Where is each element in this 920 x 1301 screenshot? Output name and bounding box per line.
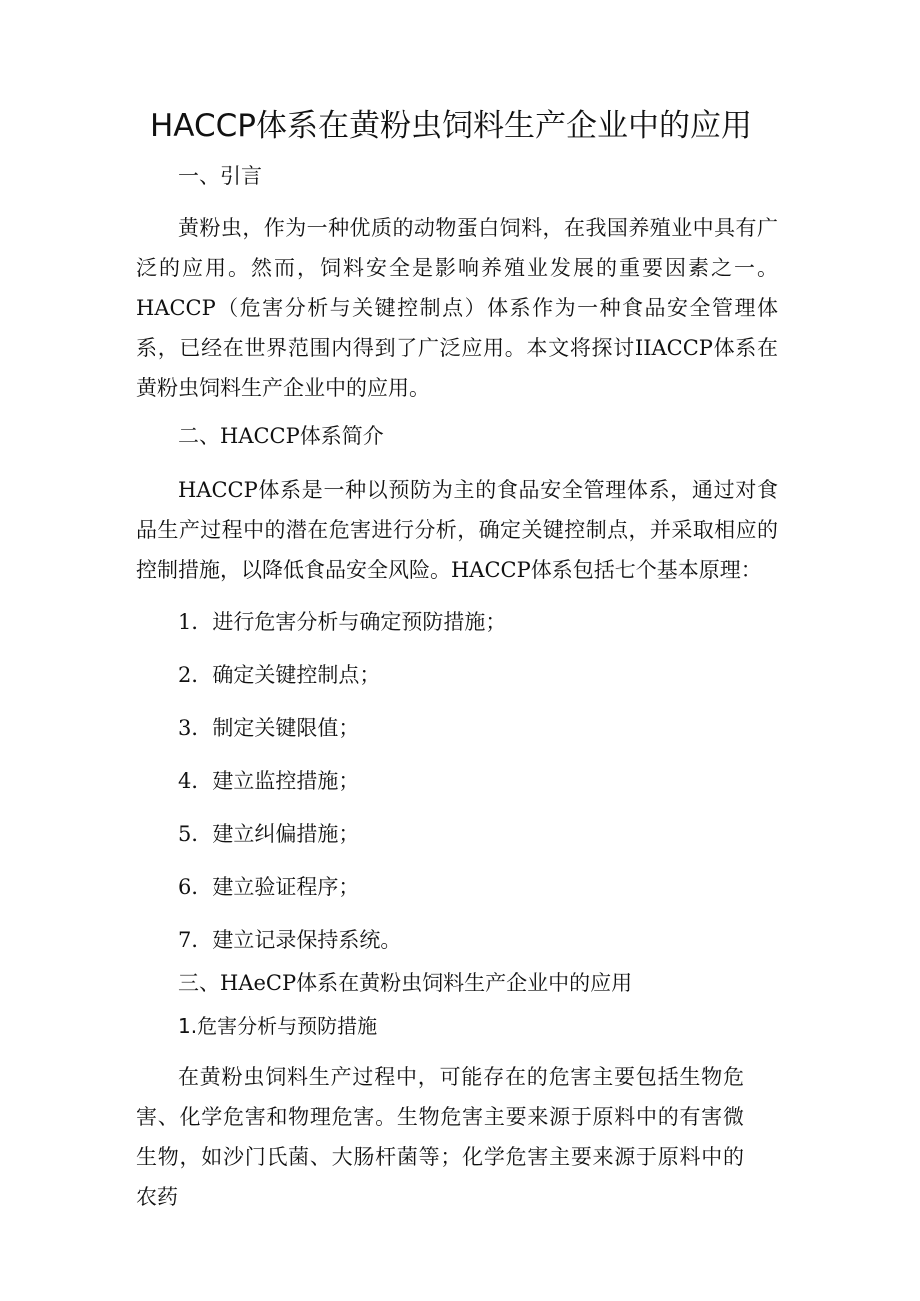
section-heading-application: 三、HAeCP体系在黄粉虫饲料生产企业中的应用 (178, 971, 633, 995)
principle-item: 5．建立纠偏措施； (178, 822, 360, 846)
principle-item: 3．制定关键限值； (178, 716, 360, 740)
principle-item: 7．建立记录保持系统。 (178, 928, 402, 952)
principle-item: 4．建立监控措施； (178, 769, 360, 793)
introduction-paragraph: 黄粉虫，作为一种优质的动物蛋白饲料，在我国养殖业中具有广泛的应用。然而，饲料安全是影响养殖业发展的重要因素之一。HACCP（危害分析与关键控制点）体系作为一种食品安全管理体系，已经在世界范围内得到了广泛应用。本文将探讨IIACCP体系在黄粉虫饲料生产企业中的应用。 (136, 216, 778, 400)
section-heading-introduction: 一、引言 (178, 164, 262, 188)
principle-item: 2．确定关键控制点； (178, 663, 381, 687)
principle-item: 6．建立验证程序； (178, 875, 360, 899)
section-heading-haccp-overview: 二、HACCP体系简介 (178, 424, 384, 448)
document-title: HACCP体系在黄粉虫饲料生产企业中的应用 (150, 108, 752, 144)
hazard-analysis-paragraph: 在黄粉虫饲料生产过程中，可能存在的危害主要包括生物危害、化学危害和物理危害。生物危害主要来源于原料中的有害微生物，如沙门氏菌、大肠杆菌等；化学危害主要来源于原料中的农药 (136, 1065, 744, 1209)
haccp-overview-paragraph: HACCP体系是一种以预防为主的食品安全管理体系，通过对食品生产过程中的潜在危害进行分析，确定关键控制点，并采取相应的控制措施，以降低食品安全风险。HACCP体系包括七个基本原理： (136, 478, 778, 582)
subsection-heading-hazard-analysis: 1.危害分析与预防措施 (178, 1014, 378, 1038)
principle-item: 1．进行危害分析与确定预防措施； (178, 610, 507, 634)
